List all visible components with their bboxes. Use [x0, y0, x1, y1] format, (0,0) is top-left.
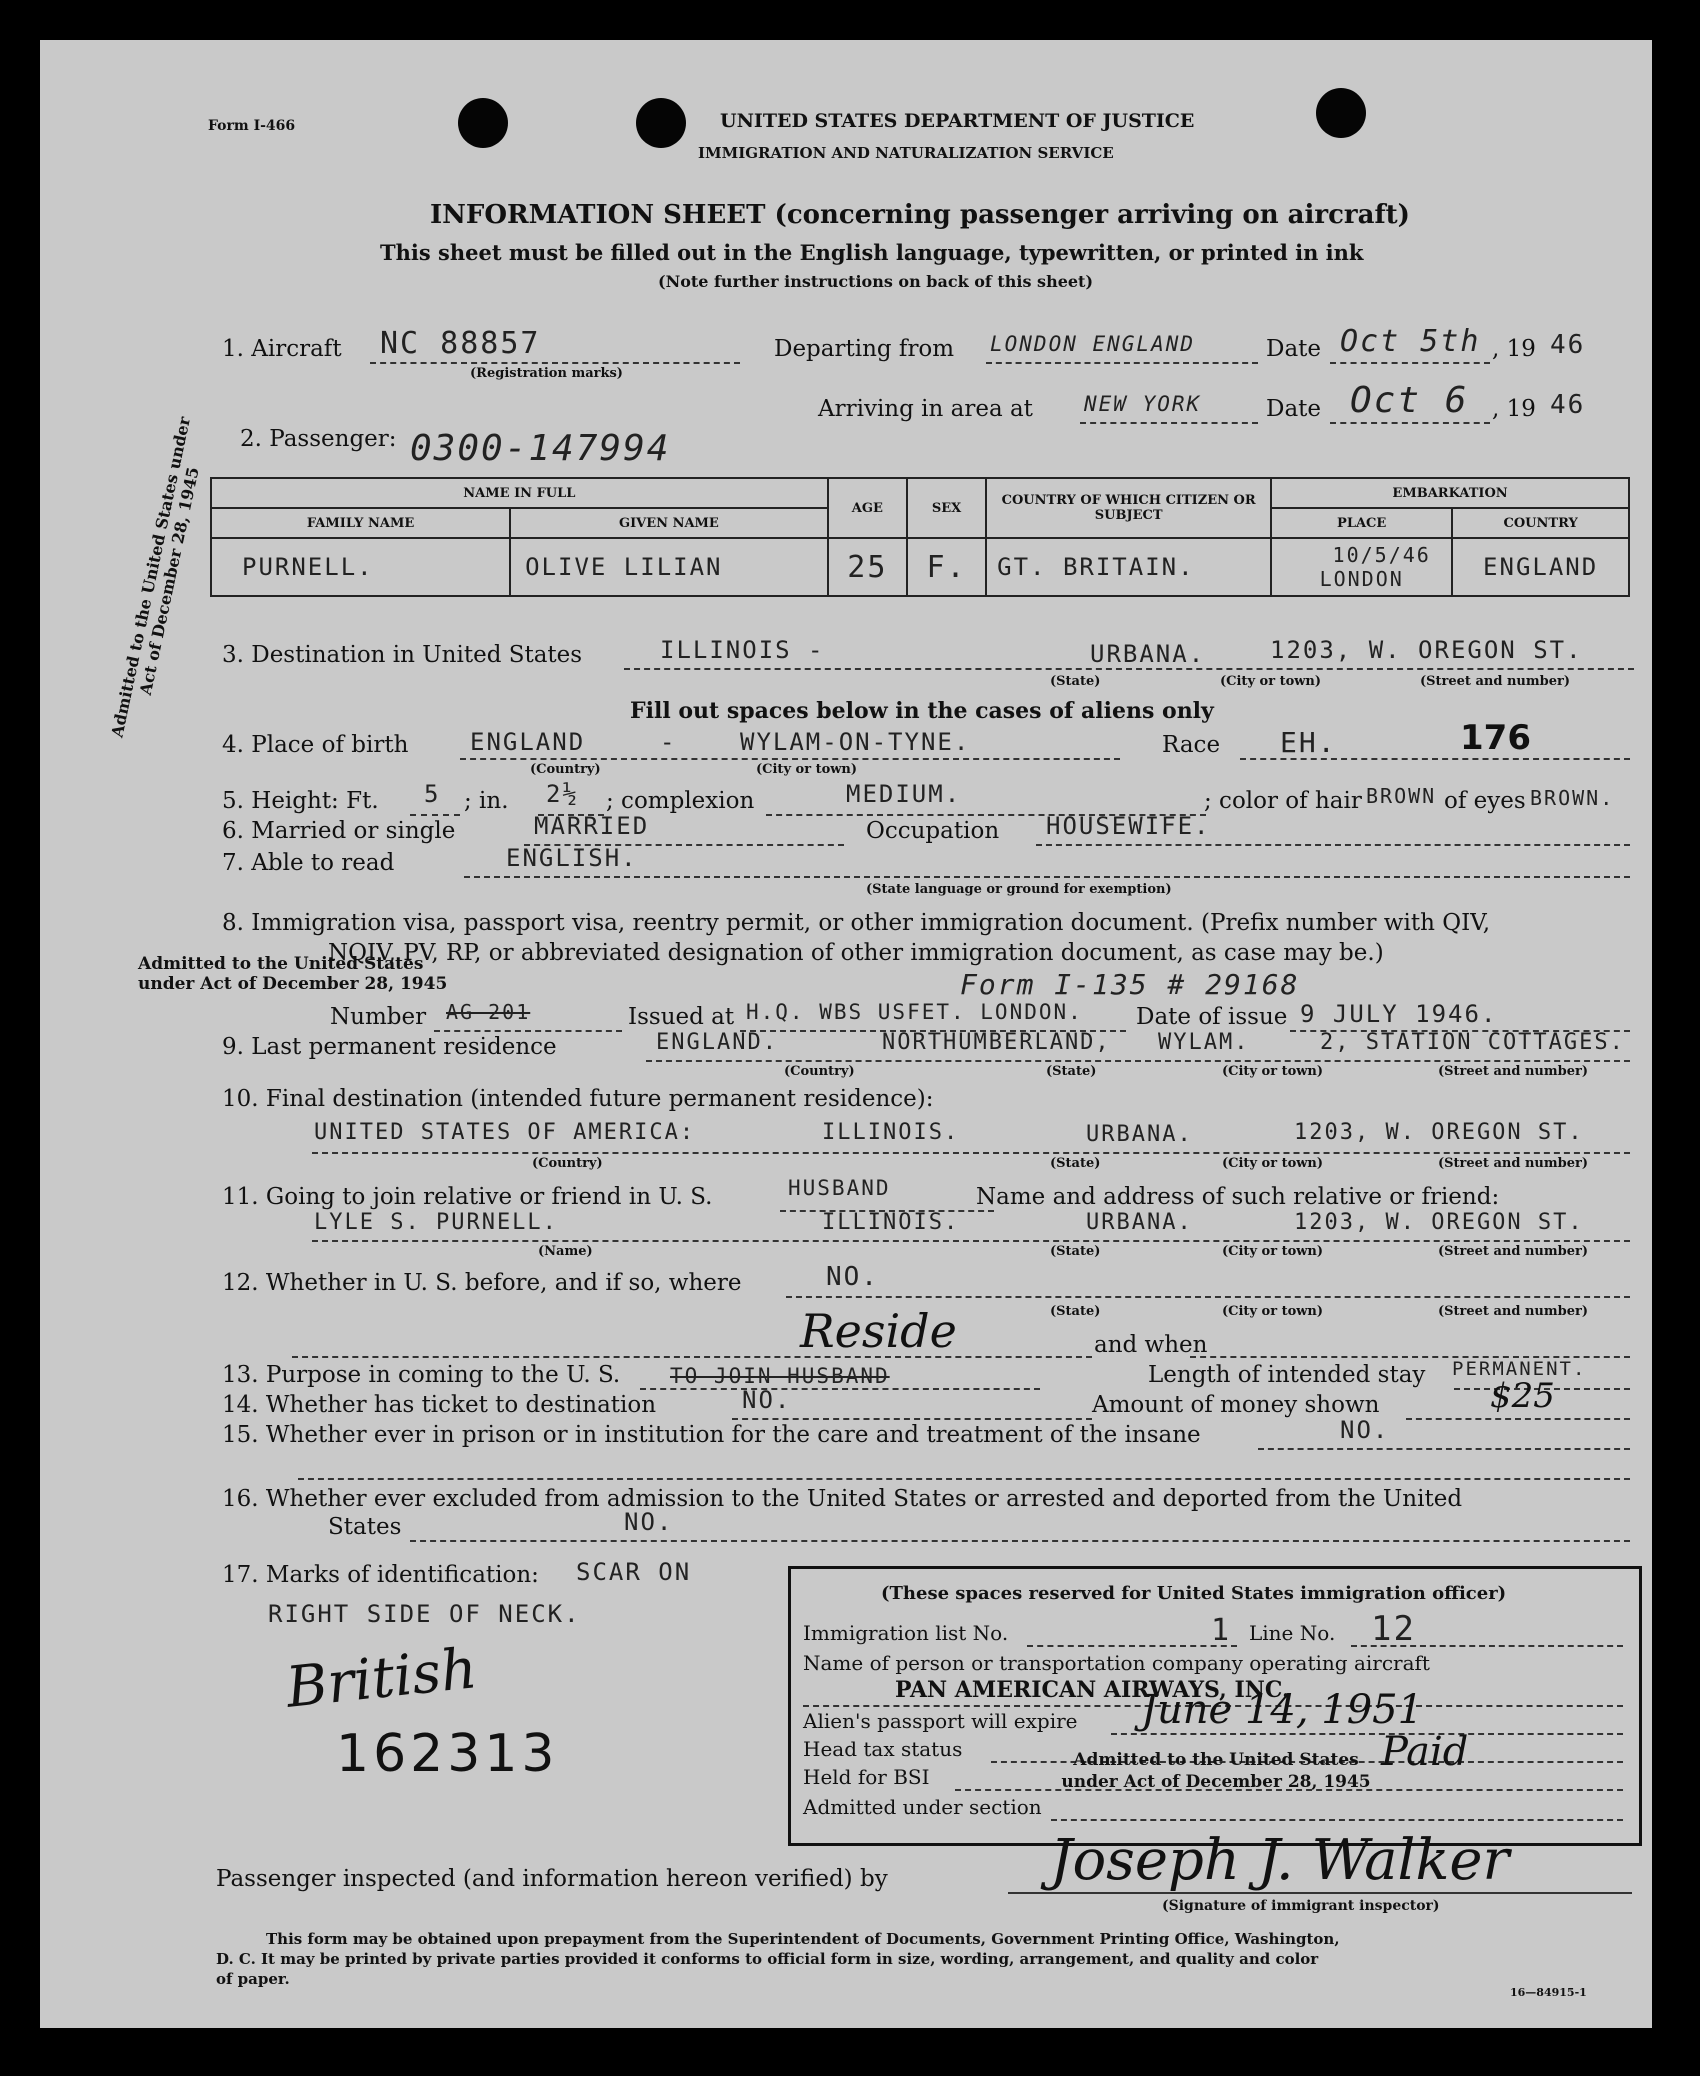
final-sub-street: (Street and number) [1438, 1156, 1588, 1171]
aliens-only-heading: Fill out spaces below in the cases of aliens only [630, 698, 1214, 724]
arriving-line [1080, 422, 1258, 424]
visa-text-2: NQIV, PV, RP, or abbreviated designation of other immigration document, as case may be.) [328, 940, 1384, 966]
marks-value-1: SCAR ON [576, 1558, 692, 1586]
excluded-text-1: 16. Whether ever excluded from admission to the United States or arrested and deported from the United [222, 1486, 1463, 1512]
country-header: COUNTRY [1452, 508, 1629, 538]
excluded-text-2: States [328, 1514, 402, 1540]
embarkation-header: EMBARKATION [1271, 478, 1629, 508]
purpose-value: Reside [800, 1304, 957, 1358]
line-no-label: Line No. [1249, 1621, 1336, 1645]
birthplace-label: 4. Place of birth [222, 732, 409, 758]
bsi-label: Held for BSI [803, 1765, 930, 1789]
date2-label: Date [1266, 396, 1322, 422]
relative-sub-state: (State) [1050, 1244, 1101, 1259]
ticket-value: NO. [742, 1386, 792, 1414]
occupation-value: HOUSEWIFE. [1046, 812, 1211, 840]
hair-label: ; color of hair [1204, 788, 1362, 814]
footer-text-2: D. C. It may be printed by private parties provided it conforms to official form in size, wording, arrangement, and quality and color [216, 1950, 1319, 1968]
year2-value: 46 [1550, 390, 1586, 420]
inspector-signature: Joseph J. Walker [1050, 1828, 1510, 1893]
punch-hole-right [1316, 88, 1366, 138]
race-label: Race [1162, 732, 1221, 758]
final-state: ILLINOIS. [822, 1120, 960, 1145]
final-sub-city: (City or town) [1222, 1156, 1324, 1171]
place-header: PLACE [1271, 508, 1452, 538]
date2-value: Oct 6 [1350, 380, 1469, 421]
punch-hole-center [636, 98, 686, 148]
visa-number-line [434, 1030, 622, 1032]
passenger-value: 0300-147994 [410, 428, 671, 469]
information-sheet-form [40, 40, 1652, 2028]
destination-line [624, 668, 1634, 670]
marks-label: 17. Marks of identification: [222, 1562, 539, 1588]
relative-street: 1203, W. OREGON ST. [1294, 1210, 1584, 1235]
previous-when-line [292, 1356, 1092, 1358]
visa-admission-stamp: Admitted to the United States under Act of December 28, 1945 [138, 954, 448, 994]
embark-country-cell: ENGLAND [1452, 538, 1629, 596]
arriving-value: NEW YORK [1084, 392, 1202, 416]
aircraft-sub: (Registration marks) [470, 366, 623, 381]
list-no-line [1027, 1645, 1237, 1647]
occupation-label: Occupation [866, 818, 1000, 844]
height-in-label: ; in. [464, 788, 509, 814]
destination-sub-street: (Street and number) [1420, 674, 1570, 689]
form-number: Form I-466 [208, 118, 296, 134]
citizen-cell: GT. BRITAIN. [986, 538, 1271, 596]
admitted-section-label: Admitted under section [803, 1795, 1042, 1819]
destination-state: ILLINOIS - [660, 636, 825, 664]
visa-annotation: Form I-135 # 29168 [960, 968, 1300, 1001]
departing-line [986, 362, 1258, 364]
previous-sub-state: (State) [1050, 1304, 1101, 1319]
relative-name-label: Name and address of such relative or friend: [976, 1184, 1500, 1210]
final-sub-country: (Country) [532, 1156, 603, 1171]
final-street: 1203, W. OREGON ST. [1294, 1120, 1584, 1145]
residence-state: NORTHUMBERLAND, [882, 1030, 1111, 1055]
birth-dash: - [660, 728, 677, 756]
signature-sub: (Signature of immigrant inspector) [1162, 1898, 1440, 1914]
residence-city: WYLAM. [1158, 1030, 1250, 1055]
arriving-label: Arriving in area at [818, 396, 1033, 422]
company-label: Name of person or transportation company operating aircraft [803, 1651, 1430, 1675]
read-line [464, 876, 1630, 878]
admitted-section-line [1051, 1819, 1623, 1821]
marital-value: MARRIED [534, 812, 650, 840]
residence-line [646, 1060, 1630, 1062]
excluded-line [410, 1540, 1630, 1542]
date2-line [1330, 422, 1490, 424]
height-ft-line [410, 814, 460, 816]
issue-date-value: 9 JULY 1946. [1300, 1000, 1498, 1028]
page-subtitle: This sheet must be filled out in the English language, typewritten, or printed in ink [380, 240, 1364, 265]
relative-sub-name: (Name) [538, 1244, 593, 1259]
join-label: 11. Going to join relative or friend in U. S. [222, 1184, 713, 1210]
and-when-label: and when [1094, 1332, 1208, 1358]
residence-country: ENGLAND. [656, 1030, 778, 1055]
passport-value: June 14, 1951 [1141, 1687, 1424, 1733]
residence-street: 2, STATION COTTAGES. [1320, 1030, 1625, 1055]
read-sub: (State language or ground for exemption) [866, 882, 1172, 897]
aircraft-line [370, 362, 740, 364]
money-value: $25 [1490, 1376, 1555, 1416]
purpose-label: 13. Purpose in coming to the U. S. [222, 1362, 621, 1388]
excluded-value: NO. [624, 1508, 674, 1536]
complexion-value: MEDIUM. [846, 780, 962, 808]
stay-value: PERMANENT. [1452, 1358, 1587, 1380]
issued-at-label: Issued at [628, 1004, 735, 1030]
hair-value: BROWN [1366, 784, 1437, 808]
aircraft-value: NC 88857 [380, 326, 541, 361]
date-value: Oct 5th [1340, 324, 1481, 359]
footer-text-3: of paper. [216, 1970, 290, 1988]
stamped-number: 176 [1460, 718, 1531, 758]
passenger-label: 2. Passenger: [240, 426, 397, 452]
departing-label: Departing from [774, 336, 955, 362]
visa-number-value: AG 201 [446, 1000, 531, 1024]
prison-line-2 [298, 1478, 1630, 1480]
embark-date: 10/5/46 [1332, 543, 1431, 567]
prison-value: NO. [1340, 1416, 1390, 1444]
visa-text-1: 8. Immigration visa, passport visa, reentry permit, or other immigration document. (Prefix number with QIV, [222, 910, 1491, 936]
visa-number-label: Number [330, 1004, 427, 1030]
final-sub-state: (State) [1050, 1156, 1101, 1171]
given-name-cell: OLIVE LILIAN [510, 538, 828, 596]
destination-label: 3. Destination in United States [222, 642, 583, 668]
residence-label: 9. Last permanent residence [222, 1034, 557, 1060]
previous-us-value: NO. [826, 1262, 879, 1292]
relative-city: URBANA. [1086, 1210, 1193, 1235]
given-name-header: GIVEN NAME [510, 508, 828, 538]
height-label: 5. Height: Ft. [222, 788, 379, 814]
birth-country: ENGLAND [470, 728, 586, 756]
passport-label: Alien's passport will expire [803, 1709, 1078, 1733]
officer-reserved-box [788, 1566, 1642, 1846]
handwritten-number: 162313 [336, 1724, 559, 1784]
marital-label: 6. Married or single [222, 818, 456, 844]
footer-text-1: This form may be obtained upon prepayment from the Superintendent of Documents, Government Printing Office, Washington, [266, 1930, 1340, 1948]
headtax-value: Paid [1381, 1729, 1469, 1775]
birth-sub-country: (Country) [530, 762, 601, 777]
final-city: URBANA. [1086, 1122, 1193, 1147]
headtax-label: Head tax status [803, 1737, 963, 1761]
destination-street: 1203, W. OREGON ST. [1270, 636, 1583, 664]
officer-admission-stamp: Admitted to the United States under Act of December 28, 1945 [1061, 1750, 1371, 1792]
read-value: ENGLISH. [506, 844, 638, 872]
officer-header: (These spaces reserved for United States immigration officer) [881, 1583, 1507, 1604]
age-cell: 25 [828, 538, 907, 596]
stay-label: Length of intended stay [1148, 1362, 1426, 1388]
occupation-line [1036, 844, 1630, 846]
inspected-label: Passenger inspected (and information hereon verified) by [216, 1866, 888, 1892]
birth-sub-city: (City or town) [756, 762, 858, 777]
previous-us-label: 12. Whether in U. S. before, and if so, where [222, 1270, 742, 1296]
relative-state: ILLINOIS. [822, 1210, 960, 1235]
year-prefix: , 19 [1492, 336, 1536, 362]
money-line [1406, 1418, 1630, 1420]
residence-sub-country: (Country) [784, 1064, 855, 1079]
embark-place: LONDON [1319, 567, 1404, 591]
purpose-struck: TO JOIN HUSBAND [670, 1364, 890, 1388]
issued-at-value: H.Q. WBS USFET. LONDON. [746, 1000, 1083, 1024]
handwritten-note: British [283, 1636, 480, 1721]
list-no-value: 1 [1211, 1613, 1232, 1648]
relative-sub-street: (Street and number) [1438, 1244, 1588, 1259]
final-destination-line [312, 1152, 1630, 1154]
place-cell [1271, 538, 1452, 596]
destination-sub-city: (City or town) [1220, 674, 1322, 689]
relative-sub-city: (City or town) [1222, 1244, 1324, 1259]
page-title: INFORMATION SHEET (concerning passenger arriving on aircraft) [430, 200, 1410, 230]
punch-hole-left [458, 98, 508, 148]
purpose-line [640, 1388, 1040, 1390]
relative-name: LYLE S. PURNELL. [314, 1210, 558, 1235]
year2-prefix: , 19 [1492, 396, 1536, 422]
height-in: 2½ [546, 780, 579, 808]
ticket-label: 14. Whether has ticket to destination [222, 1392, 657, 1418]
agency-name: UNITED STATES DEPARTMENT OF JUSTICE [720, 110, 1195, 132]
line-no-value: 12 [1371, 1609, 1416, 1649]
complexion-label: ; complexion [606, 788, 755, 814]
final-destination-label: 10. Final destination (intended future permanent residence): [222, 1086, 934, 1112]
service-name: IMMIGRATION AND NATURALIZATION SERVICE [698, 144, 1114, 162]
height-ft: 5 [424, 780, 441, 808]
marks-value-2: RIGHT SIDE OF NECK. [268, 1600, 581, 1628]
prison-label: 15. Whether ever in prison or in institution for the care and treatment of the insane [222, 1422, 1201, 1448]
aircraft-label: 1. Aircraft [222, 336, 342, 362]
eyes-value: BROWN. [1530, 786, 1615, 810]
side-stamp-text: Admitted to the United States under Act of December 28, 1945 [107, 415, 203, 740]
year-value: 46 [1550, 330, 1586, 360]
destination-sub-state: (State) [1050, 674, 1101, 689]
date-label: Date [1266, 336, 1322, 362]
age-header: AGE [828, 478, 907, 538]
family-name-header: FAMILY NAME [211, 508, 510, 538]
passport-line [1111, 1733, 1623, 1735]
sex-header: SEX [907, 478, 986, 538]
issue-date-label: Date of issue [1136, 1004, 1288, 1030]
list-no-label: Immigration list No. [803, 1621, 1009, 1645]
citizen-header: COUNTRY OF WHICH CITIZEN OR SUBJECT [986, 478, 1271, 538]
residence-sub-street: (Street and number) [1438, 1064, 1588, 1079]
previous-sub-street: (Street and number) [1438, 1304, 1588, 1319]
destination-city: URBANA. [1090, 640, 1206, 668]
departing-value: LONDON ENGLAND [990, 332, 1196, 356]
prison-line [1258, 1448, 1630, 1450]
date-line [1330, 362, 1490, 364]
instruction-note: (Note further instructions on back of this sheet) [658, 272, 1094, 291]
residence-sub-city: (City or town) [1222, 1064, 1324, 1079]
family-name-cell: PURNELL. [211, 538, 510, 596]
final-country: UNITED STATES OF AMERICA: [314, 1120, 696, 1145]
ticket-line [732, 1418, 1092, 1420]
previous-us-line [786, 1296, 1630, 1298]
footer-code: 16—84915-1 [1510, 1986, 1587, 1999]
read-label: 7. Able to read [222, 850, 395, 876]
join-value: HUSBAND [788, 1176, 891, 1200]
residence-sub-state: (State) [1046, 1064, 1097, 1079]
company-value: PAN AMERICAN AIRWAYS, INC. [895, 1677, 1290, 1703]
sex-cell: F. [907, 538, 986, 596]
eyes-label: of eyes [1444, 788, 1526, 814]
side-admission-stamp [104, 399, 216, 759]
relative-line [312, 1240, 1630, 1242]
race-value: EH. [1280, 726, 1337, 759]
previous-sub-city: (City or town) [1222, 1304, 1324, 1319]
birthplace-line [460, 758, 1120, 760]
passenger-name-table [210, 477, 1630, 597]
birth-city: WYLAM-ON-TYNE. [740, 728, 971, 756]
money-label: Amount of money shown [1092, 1392, 1380, 1418]
name-in-full-header: NAME IN FULL [211, 478, 828, 508]
